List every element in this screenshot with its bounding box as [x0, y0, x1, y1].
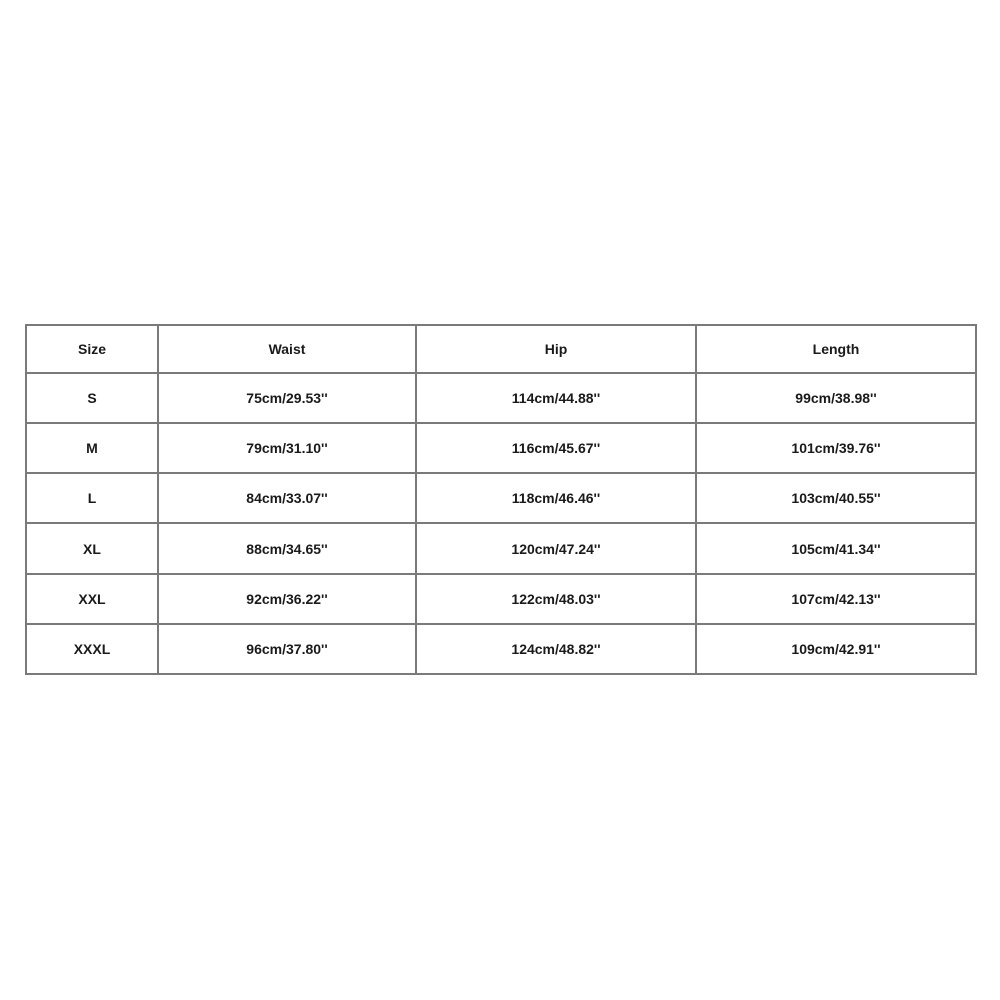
- hip-cell: 120cm/47.24'': [416, 523, 696, 573]
- waist-cell: 96cm/37.80'': [158, 624, 416, 674]
- length-cell: 107cm/42.13'': [696, 574, 976, 624]
- size-cell: S: [26, 373, 158, 423]
- size-cell: XXL: [26, 574, 158, 624]
- waist-cell: 84cm/33.07'': [158, 473, 416, 523]
- waist-cell: 88cm/34.65'': [158, 523, 416, 573]
- header-size: Size: [26, 325, 158, 373]
- length-cell: 101cm/39.76'': [696, 423, 976, 473]
- table-row: [26, 473, 976, 523]
- waist-cell: 79cm/31.10'': [158, 423, 416, 473]
- header-waist: Waist: [158, 325, 416, 373]
- length-cell: 105cm/41.34'': [696, 523, 976, 573]
- length-cell: 109cm/42.91'': [696, 624, 976, 674]
- size-cell: XXXL: [26, 624, 158, 674]
- header-hip: Hip: [416, 325, 696, 373]
- header-row: [26, 325, 976, 373]
- length-cell: 99cm/38.98'': [696, 373, 976, 423]
- hip-cell: 114cm/44.88'': [416, 373, 696, 423]
- size-cell: M: [26, 423, 158, 473]
- size-cell: XL: [26, 523, 158, 573]
- table-row: [26, 523, 976, 573]
- hip-cell: 122cm/48.03'': [416, 574, 696, 624]
- hip-cell: 124cm/48.82'': [416, 624, 696, 674]
- waist-cell: 75cm/29.53'': [158, 373, 416, 423]
- size-cell: L: [26, 473, 158, 523]
- table-row: [26, 624, 976, 674]
- length-cell: 103cm/40.55'': [696, 473, 976, 523]
- table-row: [26, 423, 976, 473]
- header-length: Length: [696, 325, 976, 373]
- hip-cell: 118cm/46.46'': [416, 473, 696, 523]
- hip-cell: 116cm/45.67'': [416, 423, 696, 473]
- size-chart-table: [25, 324, 977, 675]
- waist-cell: 92cm/36.22'': [158, 574, 416, 624]
- table-row: [26, 574, 976, 624]
- table-row: [26, 373, 976, 423]
